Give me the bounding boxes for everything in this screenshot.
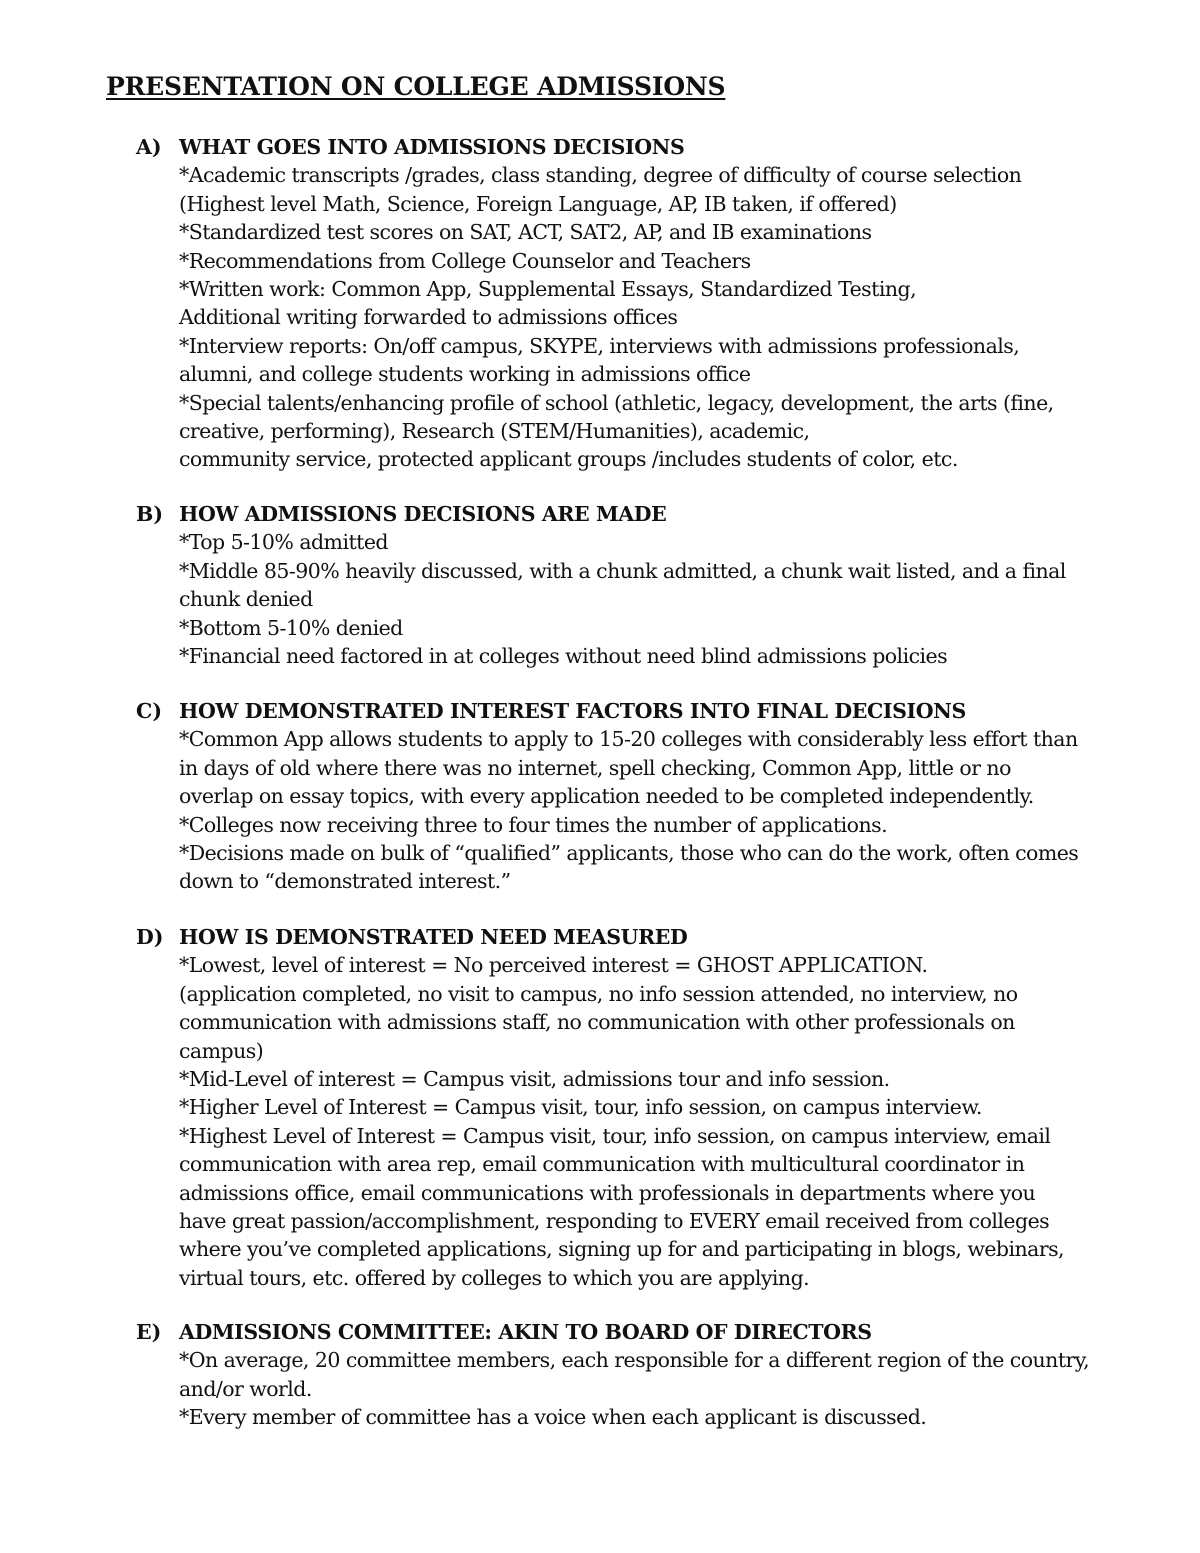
section-letter: E)	[136, 1320, 162, 1344]
body-line: (application completed, no visit to campus, no info session attended, no interview, no	[179, 981, 1018, 1006]
section-letter: C)	[136, 699, 163, 723]
body-line: down to “demonstrated interest.”	[179, 869, 511, 894]
body-line: *Colleges now receiving three to four times the number of applications.	[179, 812, 888, 837]
section-body	[179, 1346, 1139, 1431]
section-heading: HOW ADMISSIONS DECISIONS ARE MADE	[179, 502, 667, 526]
section-letter: A)	[136, 135, 162, 159]
body-line: communication with admissions staff, no communication with other professionals on	[179, 1010, 1015, 1035]
body-line: *On average, 20 committee members, each responsible for a different region of the country,	[179, 1348, 1090, 1373]
section-letter: D)	[136, 925, 164, 949]
body-line: *Mid-Level of interest = Campus visit, admissions tour and info session.	[179, 1066, 890, 1091]
body-line: Additional writing forwarded to admissions offices	[179, 305, 678, 330]
section-heading: HOW DEMONSTRATED INTEREST FACTORS INTO FINAL DECISIONS	[179, 699, 966, 723]
body-line: in days of old where there was no internet, spell checking, Common App, little or no	[179, 755, 1011, 780]
body-line: *Academic transcripts /grades, class standing, degree of difficulty of course selection	[179, 163, 1022, 188]
body-line: chunk denied	[179, 587, 313, 612]
body-line: *Every member of committee has a voice when each applicant is discussed.	[179, 1405, 927, 1430]
section-heading: WHAT GOES INTO ADMISSIONS DECISIONS	[179, 135, 685, 159]
body-line: have great passion/accomplishment, responding to EVERY email received from colleges	[179, 1208, 1050, 1233]
body-line: virtual tours, etc. offered by colleges to which you are applying.	[179, 1265, 810, 1290]
body-line: and/or world.	[179, 1376, 312, 1401]
body-line: *Highest Level of Interest = Campus visit, tour, info session, on campus interview, email	[179, 1123, 1051, 1148]
body-line: overlap on essay topics, with every application needed to be completed independently.	[179, 784, 1034, 809]
body-line: community service, protected applicant groups /includes students of color, etc.	[179, 447, 958, 472]
section-body	[179, 161, 1139, 473]
section-letter: B)	[136, 502, 164, 526]
body-line: *Special talents/enhancing profile of school (athletic, legacy, development, the arts (fine,	[179, 390, 1054, 415]
body-line: *Interview reports: On/off campus, SKYPE, interviews with admissions professionals,	[179, 333, 1020, 358]
body-line: where you’ve completed applications, signing up for and participating in blogs, webinars,	[179, 1237, 1065, 1262]
body-line: *Recommendations from College Counselor and Teachers	[179, 248, 751, 273]
body-line: *Lowest, level of interest = No perceived interest = GHOST APPLICATION.	[179, 953, 928, 978]
body-line: alumni, and college students working in admissions office	[179, 362, 751, 387]
section-heading: HOW IS DEMONSTRATED NEED MEASURED	[179, 925, 688, 949]
section-body	[179, 725, 1139, 895]
body-line: *Standardized test scores on SAT, ACT, SAT2, AP, and IB examinations	[179, 220, 872, 245]
body-line: *Middle 85-90% heavily discussed, with a chunk admitted, a chunk wait listed, and a final	[179, 558, 1066, 583]
body-line: *Top 5-10% admitted	[179, 530, 388, 555]
body-line: *Common App allows students to apply to 15-20 colleges with considerably less effort than	[179, 727, 1078, 752]
body-line: admissions office, email communications with professionals in departments where you	[179, 1180, 1036, 1205]
body-line: communication with area rep, email communication with multicultural coordinator in	[179, 1152, 1025, 1177]
section-body	[179, 951, 1139, 1292]
body-line: creative, performing), Research (STEM/Humanities), academic,	[179, 418, 810, 443]
section-body	[179, 528, 1139, 670]
document-title: PRESENTATION ON COLLEGE ADMISSIONS	[106, 72, 726, 101]
section-heading: ADMISSIONS COMMITTEE: AKIN TO BOARD OF DIRECTORS	[179, 1320, 872, 1344]
body-line: *Higher Level of Interest = Campus visit, tour, info session, on campus interview.	[179, 1095, 982, 1120]
body-line: *Decisions made on bulk of “qualified” applicants, those who can do the work, often comes	[179, 840, 1079, 865]
body-line: (Highest level Math, Science, Foreign Language, AP, IB taken, if offered)	[179, 191, 897, 216]
body-line: *Written work: Common App, Supplemental Essays, Standardized Testing,	[179, 276, 917, 301]
body-line: *Financial need factored in at colleges without need blind admissions policies	[179, 643, 948, 668]
body-line: campus)	[179, 1038, 264, 1063]
body-line: *Bottom 5-10% denied	[179, 615, 403, 640]
